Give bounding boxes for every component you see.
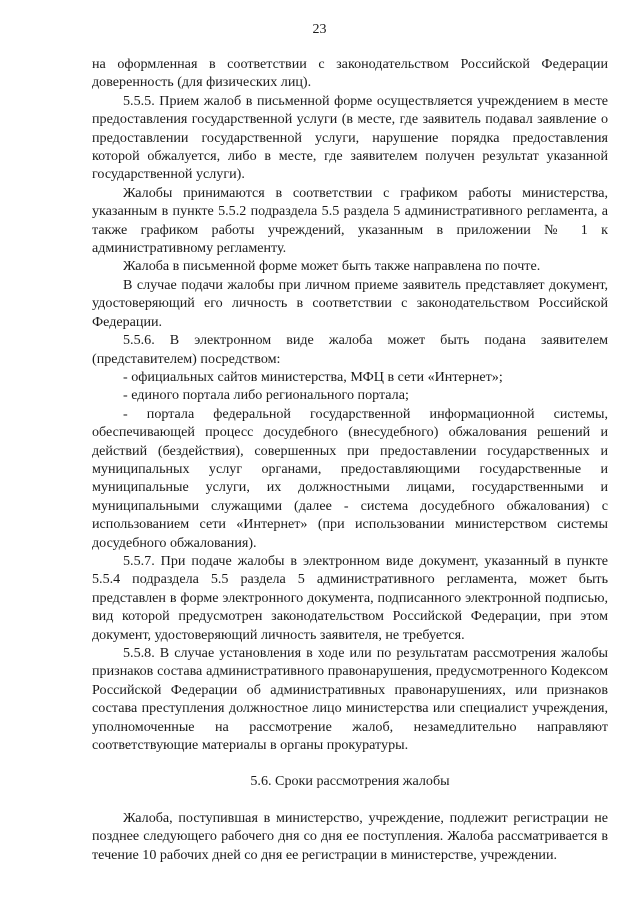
list-item-federal-portal: - портала федеральной государственной информационной системы, обеспечивающей процесс досудебного (внесудебного) обжалования решений и действий (бездействия), совершенных при предоставлении государственных и муниципальных услуг органами, предоставляющими государственные и муниципальные услуги, их должностными лицами, государственными и муниципальными служащими (далее - система досудебного обжалования) с использованием сети «Интернет» (при использовании министерством системы досудебного обжалования). <box>92 405 608 551</box>
document-body <box>92 55 608 864</box>
paragraph-5-5-8: 5.5.8. В случае установления в ходе или по результатам рассмотрения жалобы признаков состава административного правонарушения, предусмотренного Кодексом Российской Федерации об административных правонарушениях, или признаков состава преступления должностное лицо министерства или специалист учреждения, уполномоченные на рассмотрение жалоб, незамедлительно направляют соответствующие материалы в органы прокуратуры. <box>92 645 608 754</box>
paragraph-registration: Жалоба, поступившая в министерство, учреждение, подлежит регистрации не позднее следующего рабочего дня со дня ее поступления. Жалоба рассматривается в течение 10 рабочих дней со дня ее регистрации в министерстве, учреждении. <box>92 809 608 863</box>
paragraph-mail: Жалоба в письменной форме может быть также направлена по почте. <box>123 258 541 275</box>
list-item-official-sites: - официальных сайтов министерства, МФЦ в сети «Интернет»; <box>123 368 503 385</box>
paragraph-personal-reception: В случае подачи жалобы при личном приеме заявитель представляет документ, удостоверяющий его личность в соответствии с законодательством Российской Федерации. <box>92 276 608 330</box>
list-item-unified-portal: - единого портала либо регионального портала; <box>123 387 409 404</box>
paragraph-continuation: на оформленная в соответствии с законодательством Российской Федерации доверенность (для физических лиц). <box>92 56 608 91</box>
paragraph-5-5-5: 5.5.5. Прием жалоб в письменной форме осуществляется учреждением в месте предоставления государственной услуги (в месте, где заявитель подавал заявление о предоставлении государственной услуги, нарушение порядка предоставления которой обжалуется, либо в месте, где заявителем получен результат указанной государственной услуги). <box>92 92 608 183</box>
paragraph-5-5-6: 5.5.6. В электронном виде жалоба может быть подана заявителем (представителем) посредством: <box>92 332 608 367</box>
paragraph-5-5-7: 5.5.7. При подаче жалобы в электронном виде документ, указанный в пункте 5.5.4 подраздела 5.5 раздела 5 административного регламента, может быть представлен в форме электронного документа, подписанного электронной подписью, вид которой предусмотрен законодательством Российской Федерации, при этом документ, удостоверяющий личность заявителя, не требуется. <box>92 552 608 643</box>
section-heading: 5.6. Сроки рассмотрения жалобы <box>250 773 450 790</box>
paragraph-schedule: Жалобы принимаются в соответствии с графиком работы министерства, указанным в пункте 5.5.2 подраздела 5.5 раздела 5 административного регламента, а также графиком работы учреждений, указанным в приложении № 1 к административному регламенту. <box>92 184 608 257</box>
page-number: 23 <box>312 22 327 37</box>
